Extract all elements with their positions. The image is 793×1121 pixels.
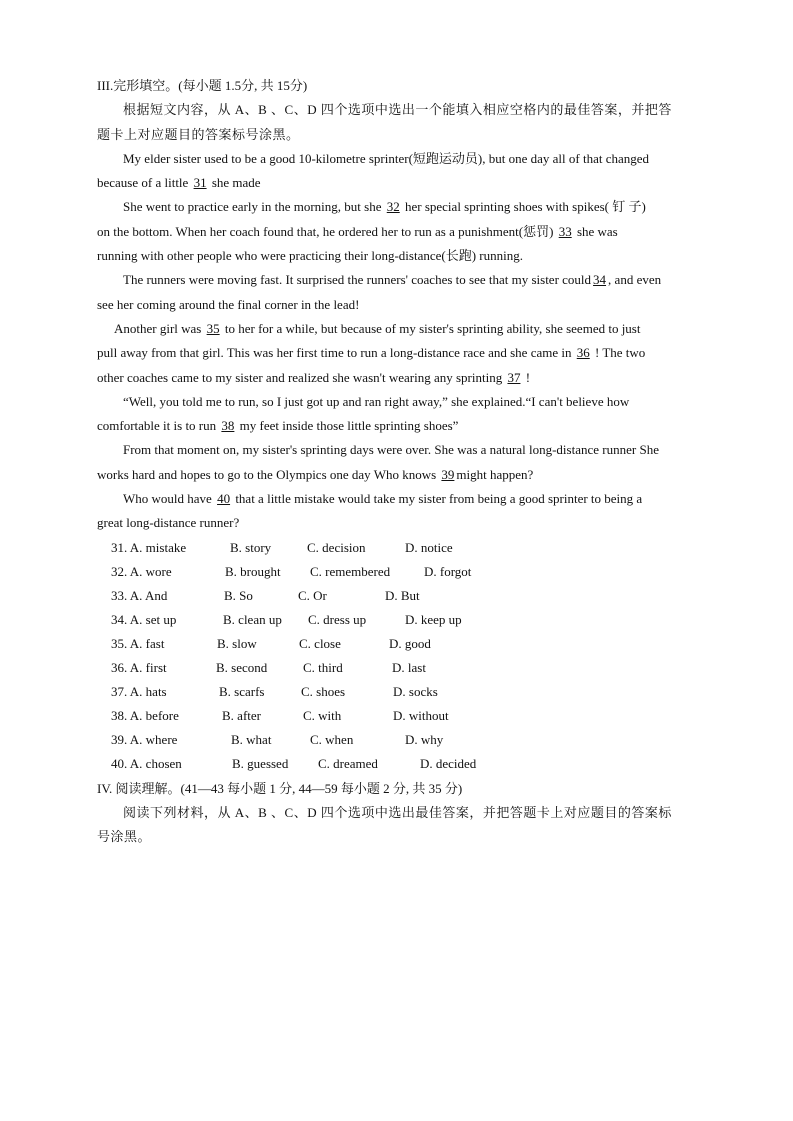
question-37: 37. A. hats B. scarfs C. shoes D. socks <box>111 684 438 700</box>
question-39: 39. A. where B. what C. when D. why <box>111 732 444 748</box>
blank-35: 35 <box>206 320 220 336</box>
question-40: 40. A. chosen B. guessed C. dreamed D. decided <box>111 756 477 772</box>
passage-line: The runners were moving fast. It surprised the runners' coaches to see that my sister could 34 , and even <box>123 272 662 288</box>
passage-line: see her coming around the final corner in the lead! <box>97 296 360 312</box>
passage-line: My elder sister used to be a good 10-kilometre sprinter(短跑运动员), but one day all of that changed <box>123 150 650 166</box>
passage-line: because of a little 31 she made <box>97 175 261 191</box>
question-38: 38. A. before B. after C. with D. without <box>111 708 449 724</box>
question-31: 31. A. mistake B. story C. decision D. notice <box>111 539 453 555</box>
passage-line: She went to practice early in the morning, but she 32 her special sprinting shoes with spikes( 钉 子) <box>123 199 646 215</box>
question-35: 35. A. fast B. slow C. close D. good <box>111 636 431 652</box>
question-32: 32. A. wore B. brought C. remembered D. forgot <box>111 563 472 579</box>
blank-34: 34 <box>593 272 607 288</box>
passage-line: Who would have 40 that a little mistake would take my sister from being a good sprinter to being a <box>123 491 643 507</box>
passage-line: “Well, you told me to run, so I just got up and ran right away,” she explained.“I can't believe how <box>123 393 630 409</box>
section-3-title: III.完形填空。(每小题 1.5分, 共 15分) <box>97 78 308 93</box>
passage-line: Another girl was 35 to her for a while, but because of my sister's sprinting ability, she seemed to just <box>114 320 641 336</box>
section-4-title: IV. 阅读理解。(41—43 每小题 1 分, 44—59 每小题 2 分, 共 35 分) <box>97 780 463 796</box>
passage-line: works hard and hopes to go to the Olympics one day Who knows 39 might happen? <box>97 466 534 482</box>
passage-line: comfortable it is to run 38 my feet inside those little sprinting shoes” <box>97 418 459 434</box>
question-34: 34. A. set up B. clean up C. dress up D. keep up <box>111 611 462 627</box>
passage-line: on the bottom. When her coach found that, he ordered her to run as a punishment(惩罚) 33 she was <box>97 223 618 239</box>
passage-line: running with other people who were practicing their long-distance(长跑) running. <box>97 248 523 264</box>
blank-33: 33 <box>558 223 572 239</box>
blank-31: 31 <box>193 175 207 191</box>
passage-line: great long-distance runner? <box>97 515 240 531</box>
section-3-instruction-cont: 题卡上对应题目的答案标号涂黑。 <box>97 126 300 142</box>
passage-line: other coaches came to my sister and realized she wasn't wearing any sprinting 37 ! <box>97 369 531 385</box>
passage-line: pull away from that girl. This was her first time to run a long-distance race and she came in 36 ! The two <box>97 345 646 361</box>
exam-page <box>97 74 697 849</box>
passage-line: From that moment on, my sister's sprinting days were over. She was a natural long-distance runner She <box>123 442 659 458</box>
question-36: 36. A. first B. second C. third D. last <box>111 660 426 676</box>
section-4-instruction: 阅读下列材料，从 A、B 、C、D 四个选项中选出最佳答案，并把答题卡上对应题目的答案标 <box>123 804 672 820</box>
question-33: 33. A. And B. So C. Or D. But <box>111 587 420 603</box>
blank-40: 40 <box>217 491 231 507</box>
section-3-instruction: 根据短文内容，从 A、B 、C、D 四个选项中选出一个能填入相应空格内的最佳答案，并把答 <box>123 102 672 118</box>
blank-36: 36 <box>576 345 590 361</box>
blank-32: 32 <box>386 199 400 215</box>
blank-37: 37 <box>507 369 521 385</box>
blank-39: 39 <box>441 466 455 482</box>
blank-38: 38 <box>221 418 235 434</box>
section-4-instruction-cont: 号涂黑。 <box>97 829 152 845</box>
